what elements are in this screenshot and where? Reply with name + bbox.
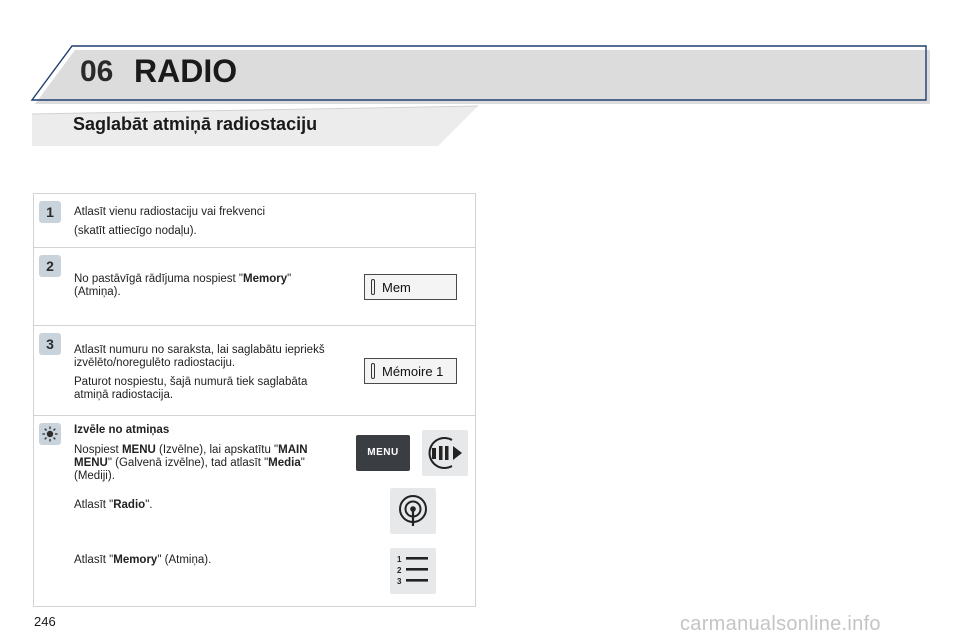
step-1-text	[74, 206, 344, 244]
tip-main-menu: MAIN MENU	[74, 444, 308, 469]
radio-signal-icon-box	[390, 488, 436, 534]
step-1-line1: Atlasīt vienu radiostaciju vai frekvenci	[74, 206, 266, 218]
step-2-text-a: No pastāvīgā rādījuma nospiest "	[74, 273, 244, 285]
mem-button-label: Mem	[382, 280, 411, 295]
numbered-list-icon-box	[390, 548, 436, 594]
step-3-row	[34, 326, 475, 416]
instructions-box	[33, 193, 476, 607]
step-2-text-b: " (Atmiņa).	[74, 273, 292, 298]
tip-p1-c: (Izvēlne), lai apskatītu "	[155, 444, 279, 456]
tip-heading: Izvēle no atmiņas	[74, 424, 170, 436]
tip-p2-c: ".	[145, 499, 153, 511]
tip-menu: MENU	[121, 444, 156, 456]
step-badge: 1	[39, 201, 61, 223]
numbered-list-icon	[390, 548, 436, 594]
tip-text	[74, 424, 336, 573]
page-number: 246	[34, 614, 56, 629]
menu-button: MENU	[356, 435, 410, 471]
list-number-1: 1	[397, 555, 402, 564]
list-number-2: 2	[397, 566, 402, 575]
chapter-title: RADIO	[134, 53, 238, 89]
memoire-1-button	[364, 358, 457, 384]
step-3-p1: Atlasīt numuru no saraksta, lai saglabātu iepriekš izvēlēto/noregulēto radiostaciju.	[74, 344, 325, 369]
radio-signal-icon	[390, 488, 436, 534]
play-pause-icon-box	[422, 430, 468, 476]
step-3-text	[74, 344, 336, 408]
play-pause-icon	[422, 430, 468, 476]
tip-memory: Memory	[113, 554, 158, 566]
step-3-p2: Paturot nospiestu, šajā numurā tiek saglabāta atmiņā radiostacija.	[74, 376, 308, 401]
tip-media: Media	[268, 457, 301, 469]
watermark: carmanualsonline.info	[680, 613, 881, 635]
tip-badge	[39, 423, 61, 445]
preset-bar-icon	[371, 279, 375, 295]
tip-p1-e: " (Galvenā izvēlne), tad atlasīt "	[107, 457, 269, 469]
chapter-number: 06	[80, 55, 114, 88]
step-badge: 2	[39, 255, 61, 277]
preset-bar-icon	[371, 363, 375, 379]
step-2-row	[34, 248, 475, 326]
step-badge: 3	[39, 333, 61, 355]
tip-p1-g: " (Mediji).	[74, 457, 305, 482]
tip-p2-a: Atlasīt "	[74, 499, 114, 511]
step-2-text	[74, 273, 324, 305]
step-1-row	[34, 194, 475, 248]
step-2-memory: Memory	[243, 273, 288, 285]
tip-p3-a: Atlasīt "	[74, 554, 114, 566]
tip-p1-a: Nospiest	[74, 444, 122, 456]
tip-radio: Radio	[113, 499, 146, 511]
tip-p3-c: " (Atmiņa).	[157, 554, 212, 566]
section-title: Saglabāt atmiņā radiostaciju	[73, 114, 318, 134]
memoire-1-button-label: Mémoire 1	[382, 364, 444, 379]
step-1-line2: (skatīt attiecīgo nodaļu).	[74, 225, 197, 237]
mem-button	[364, 274, 457, 300]
lightbulb-icon	[39, 423, 61, 445]
list-number-3: 3	[397, 577, 402, 586]
